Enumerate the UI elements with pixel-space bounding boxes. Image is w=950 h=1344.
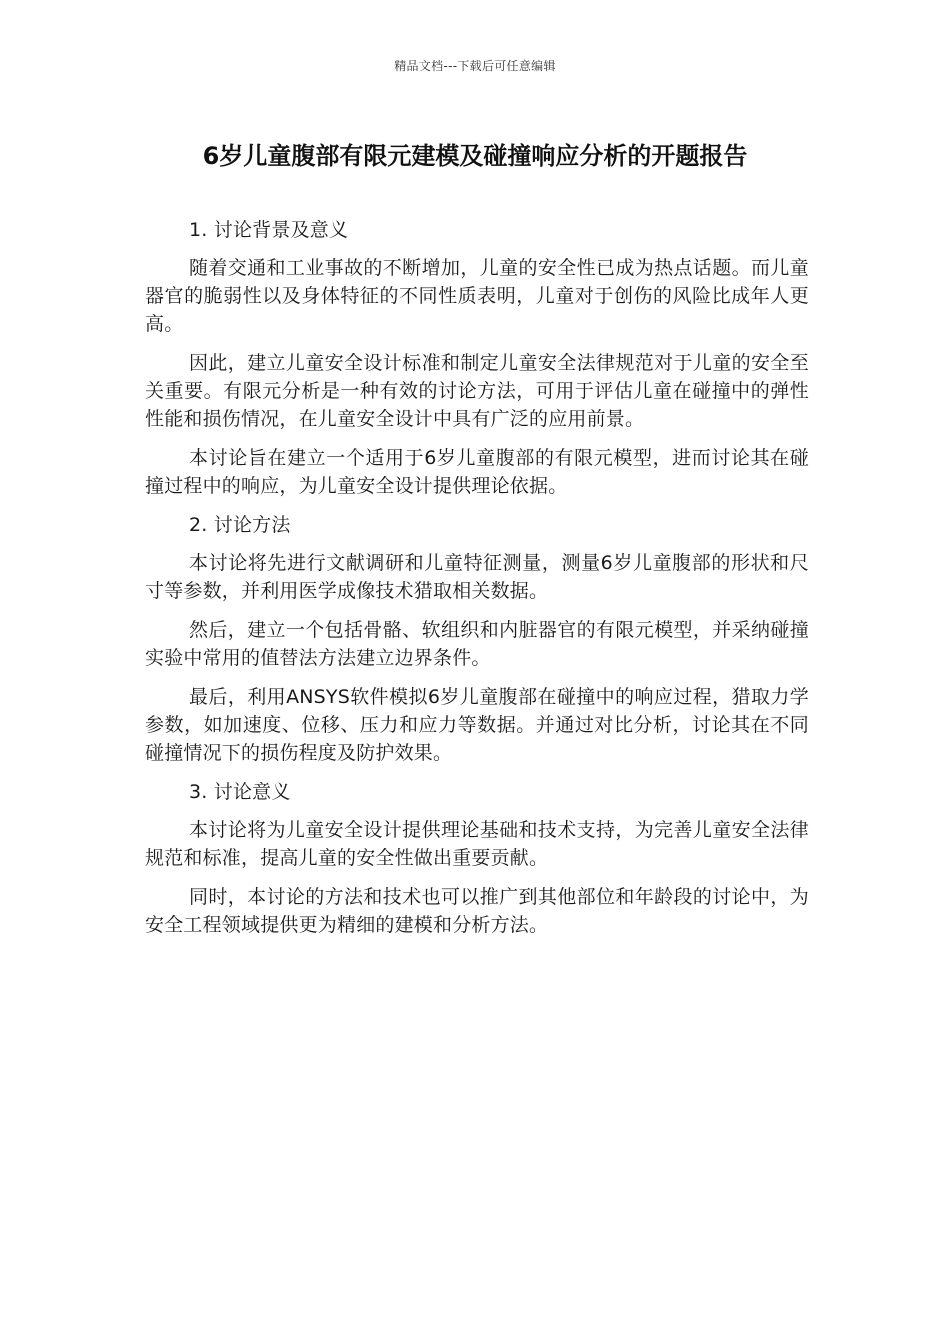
section-heading-significance: 3. 讨论意义 [189, 781, 291, 803]
document-title: 6岁儿童腹部有限元建模及碰撞响应分析的开题报告 [202, 142, 748, 170]
section-heading-methods: 2. 讨论方法 [189, 514, 291, 536]
document-body [145, 216, 809, 950]
paragraph: 本讨论将为儿童安全设计提供理论基础和技术支持，为完善儿童安全法律规范和标准，提高儿童的安全性做出重要贡献。 [145, 819, 809, 869]
paragraph: 最后，利用ANSYS软件模拟6岁儿童腹部在碰撞中的响应过程，猎取力学参数，如加速度、位移、压力和应力等数据。并通过对比分析，讨论其在不同碰撞情况下的损伤程度及防护效果。 [145, 686, 809, 764]
page-header: 精品文档---下载后可任意编辑 [394, 59, 556, 73]
paragraph: 本讨论旨在建立一个适用于6岁儿童腹部的有限元模型，进而讨论其在碰撞过程中的响应，为儿童安全设计提供理论依据。 [145, 447, 809, 497]
paragraph: 同时，本讨论的方法和技术也可以推广到其他部位和年龄段的讨论中，为安全工程领域提供更为精细的建模和分析方法。 [145, 886, 809, 936]
paragraph: 随着交通和工业事故的不断增加，儿童的安全性已成为热点话题。而儿童器官的脆弱性以及身体特征的不同性质表明，儿童对于创伤的风险比成年人更高。 [145, 257, 809, 335]
paragraph: 因此，建立儿童安全设计标准和制定儿童安全法律规范对于儿童的安全至关重要。有限元分析是一种有效的讨论方法，可用于评估儿童在碰撞中的弹性性能和损伤情况，在儿童安全设计中具有广泛的应用前景。 [145, 352, 809, 430]
paragraph: 本讨论将先进行文献调研和儿童特征测量，测量6岁儿童腹部的形状和尺寸等参数，并利用医学成像技术猎取相关数据。 [145, 552, 809, 602]
section-heading-background: 1. 讨论背景及意义 [189, 219, 349, 241]
paragraph: 然后，建立一个包括骨骼、软组织和内脏器官的有限元模型，并采纳碰撞实验中常用的值替法方法建立边界条件。 [145, 619, 809, 669]
